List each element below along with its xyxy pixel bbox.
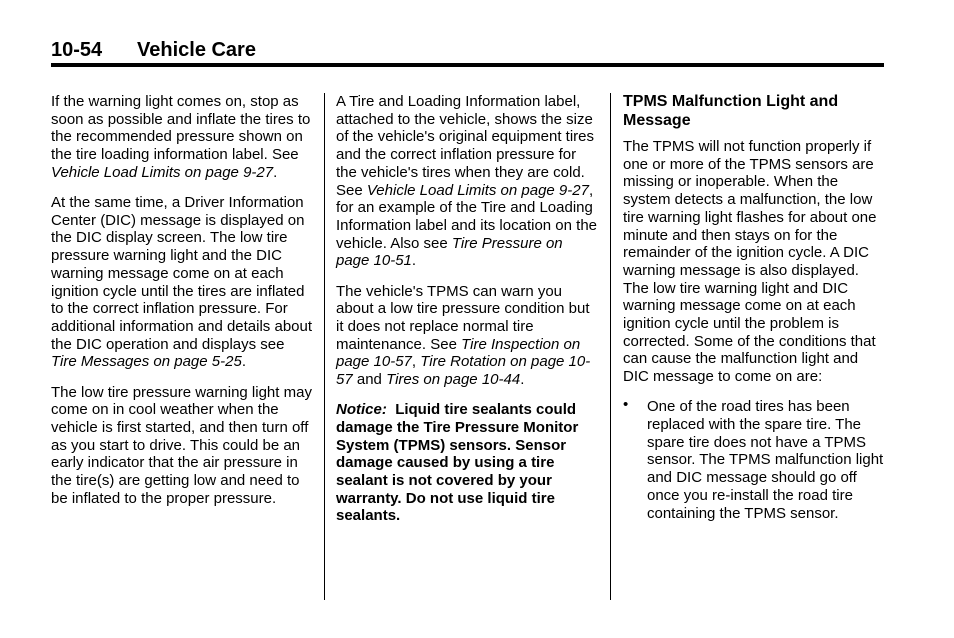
column-divider-1 [324, 93, 325, 600]
column-2 [336, 93, 598, 538]
cross-reference: Tire Inspection on page 10-57 [336, 335, 581, 371]
punctuation: . [273, 163, 278, 181]
body-text: If the warning light comes on, stop as soon as possible and inflate the tires to the recommended pressure shown on the tire loading information label. See [51, 93, 311, 164]
paragraph [51, 93, 313, 182]
body-text: At the same time, a Driver Information Center (DIC) message is displayed on the DIC display screen. The low tire pressure warning light and the DIC warning message come on at each ignition cycle until the tires are inflated to the correct inflation pressure. For additional information and details about the DIC operation and displays see [51, 194, 313, 353]
punctuation: . [241, 353, 246, 371]
notice-text: Liquid tire sealants could damage the Tire Pressure Monitor System (TPMS) sensors. Sensor damage caused by using a tire sealant is not covered by your warranty. Do not use liquid tire sealants. [336, 401, 579, 525]
paragraph [51, 194, 313, 371]
list-item-text: One of the road tires has been replaced with the spare tire. The spare tire does not have a TPMS sensor. The TPMS malfunction light and DIC message should go off once you re-install the road tire containing the TPMS sensor. [647, 398, 884, 522]
cross-reference: Tires on page 10-44 [386, 371, 521, 389]
section-heading: TPMS Malfunction Light and Message [623, 93, 839, 129]
notice-paragraph [336, 401, 598, 525]
bullet-list [623, 398, 885, 522]
page-header [51, 38, 256, 62]
paragraph: The TPMS will not function properly if one or more of the TPMS sensors are missing or inoperable. When the system detects a malfunction, the low tire warning light flashes for about one minute and then stays on for the remainder of the ignition cycle. A DIC warning message is also displayed. The low tire warning light and DIC warning message come on at each ignition cycle until the problem is corrected. Some of the conditions that can cause the malfunction light and DIC message to come on are: [623, 138, 877, 386]
column-divider-2 [610, 93, 611, 600]
paragraph [336, 93, 598, 270]
cross-reference: Tire Rotation on page 10-57 [336, 353, 591, 389]
punctuation: . [520, 371, 525, 389]
punctuation: . [411, 252, 417, 270]
punctuation: , [411, 353, 421, 371]
list-item [623, 398, 885, 522]
column-1 [51, 93, 313, 520]
body-text: and [352, 371, 387, 389]
paragraph [336, 283, 598, 389]
body-text: The vehicle's TPMS can warn you about a low tire pressure condition but it does not replace normal tire maintenance. See [336, 282, 590, 353]
cross-reference: Vehicle Load Limits on page 9-27 [51, 163, 274, 181]
notice-label: Notice: [336, 401, 387, 419]
bullet-icon: • [623, 396, 629, 414]
body-text: , for an example of the Tire and Loading Information label and its location on the vehicle. Also see [336, 181, 597, 252]
paragraph: The low tire pressure warning light may come on in cool weather when the vehicle is first started, and then turn off as you start to drive. This could be an early indicator that the air pressure in the tire(s) are getting low and need to be inflated to the proper pressure. [51, 383, 312, 507]
section-title: Vehicle Care [137, 39, 256, 61]
cross-reference: Tire Messages on page 5-25 [51, 353, 242, 371]
cross-reference: Vehicle Load Limits on page 9-27 [366, 181, 589, 199]
cross-reference: Tire Pressure on page 10-51 [336, 234, 563, 270]
column-3 [623, 93, 885, 522]
header-rule [51, 63, 884, 67]
body-text: A Tire and Loading Information label, attached to the vehicle, shows the size of the vehicle's original equipment tires and the correct inflation pressure for the vehicle's tires when they are cold. See [336, 93, 595, 199]
page-number: 10-54 [51, 39, 103, 61]
